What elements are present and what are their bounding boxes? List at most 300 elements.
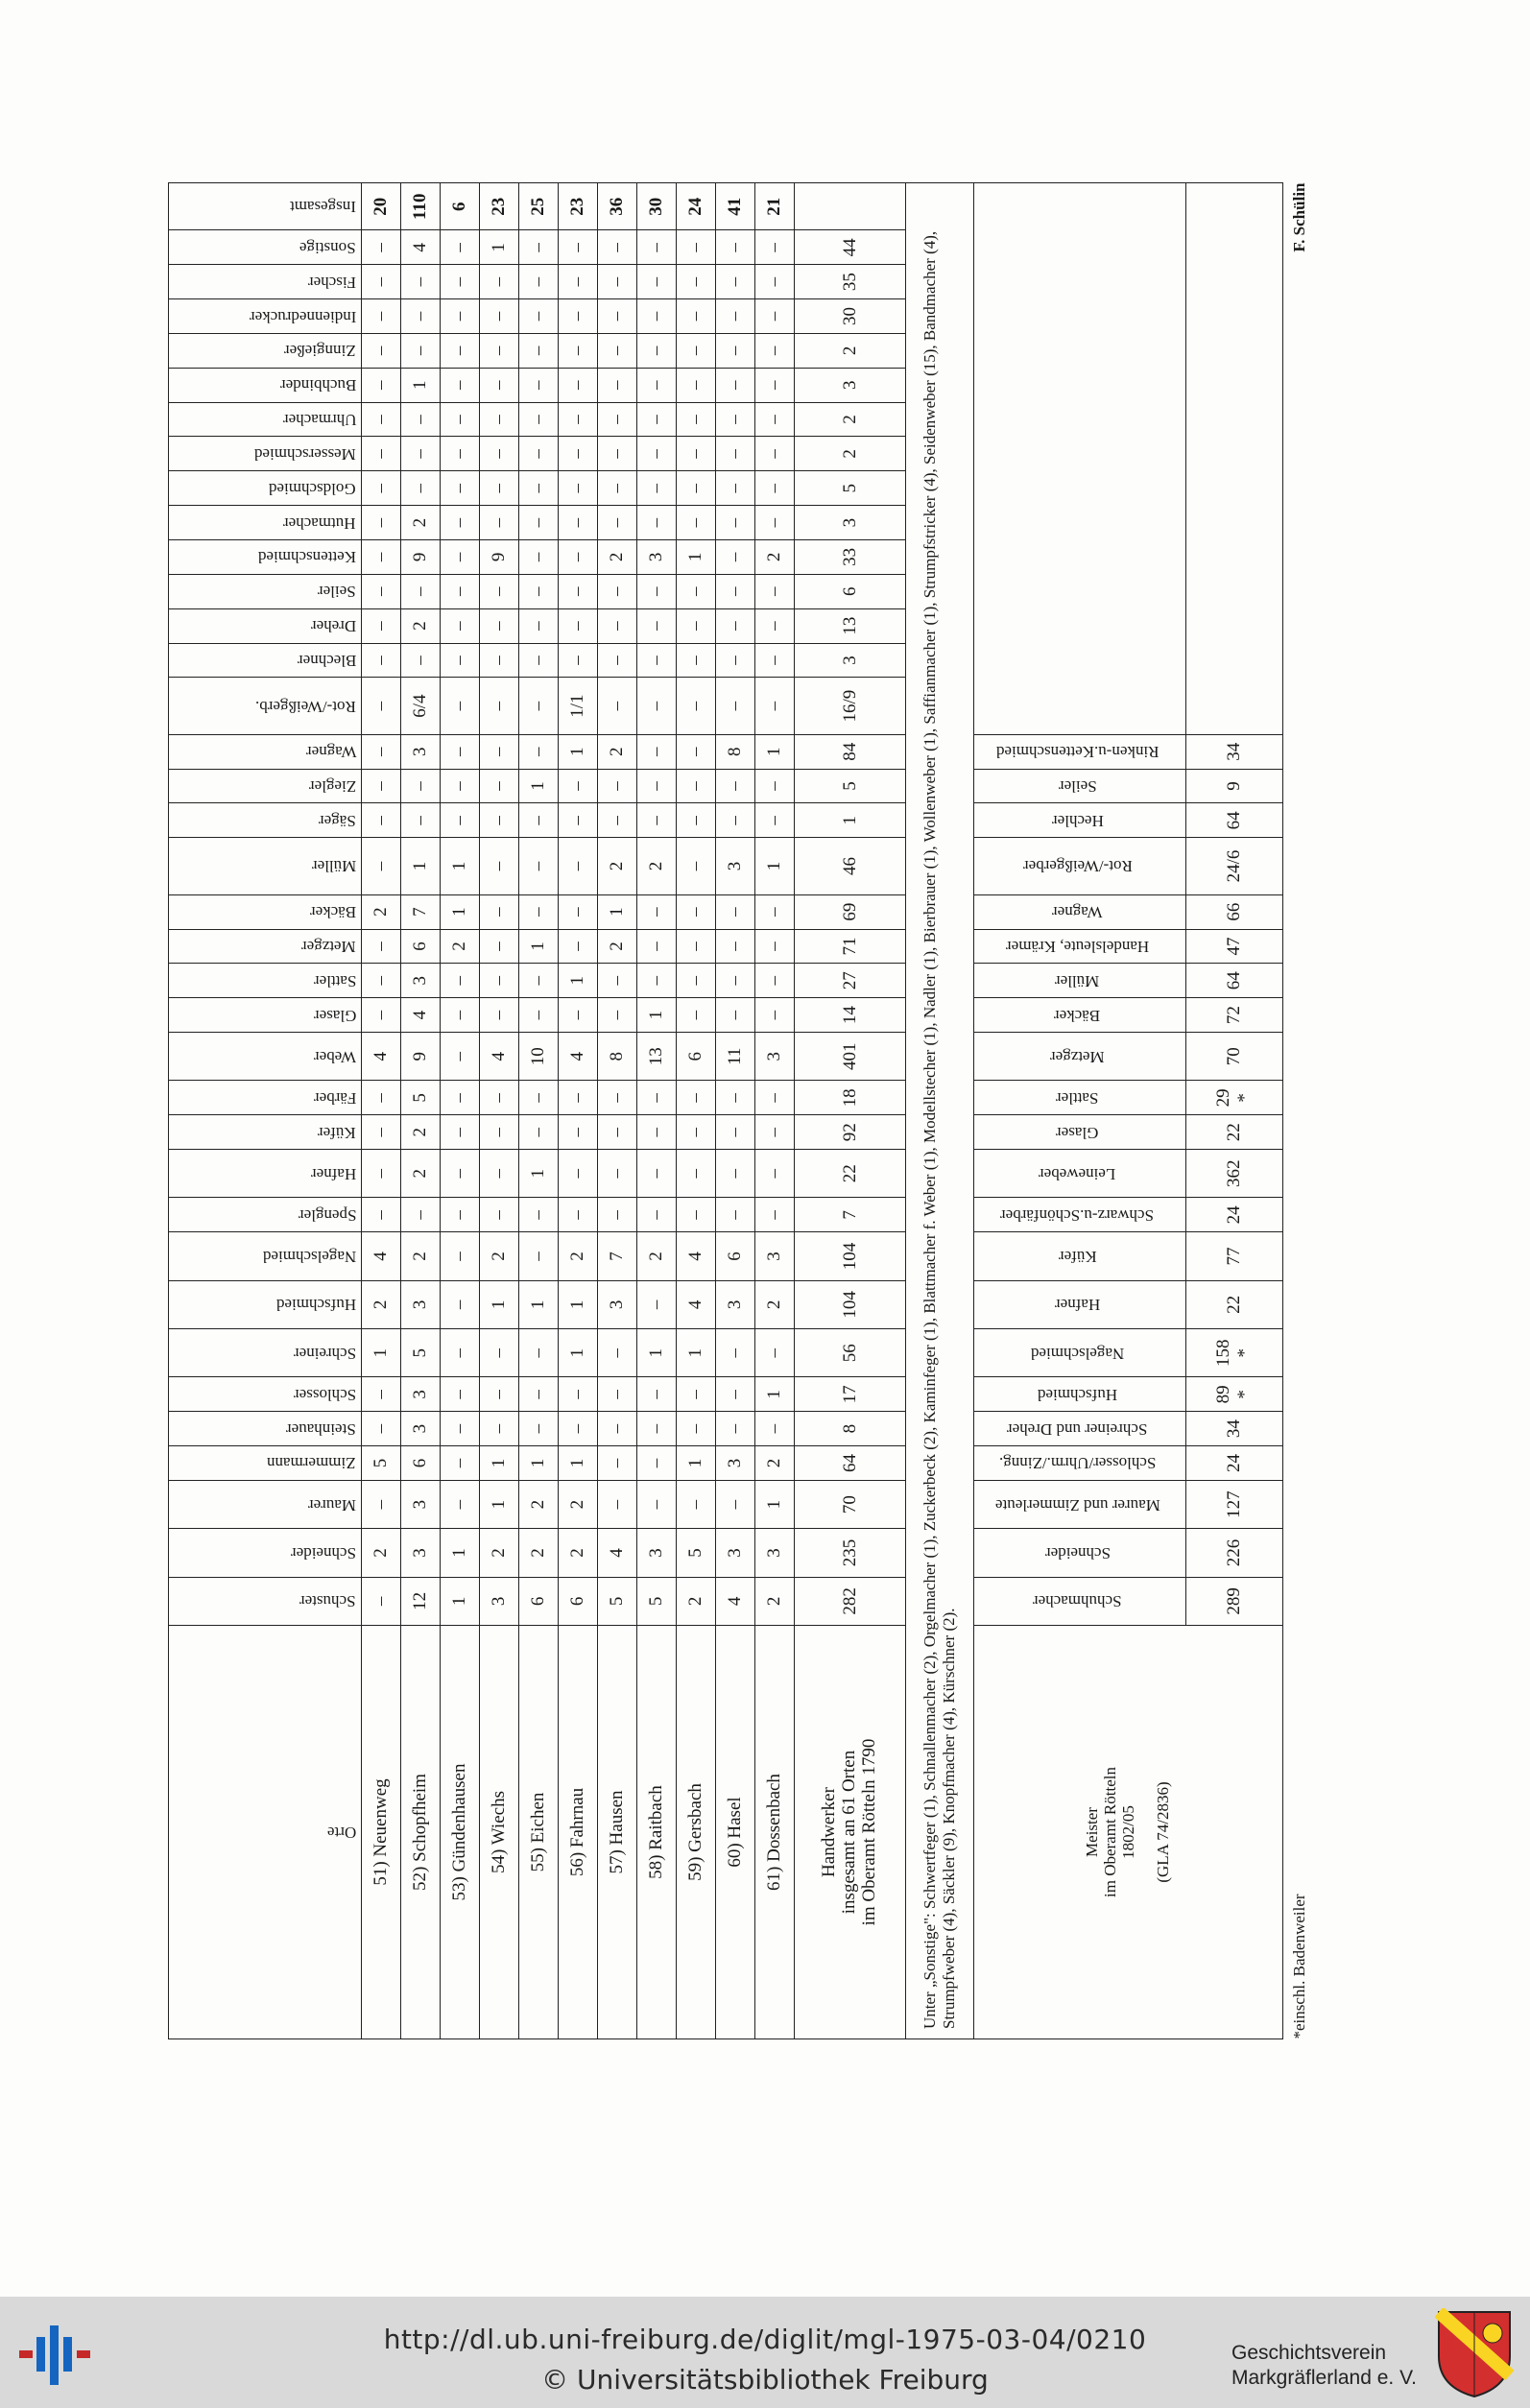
meister-header-label: Schlosser/Uhrm./Zinng. xyxy=(998,1454,1157,1473)
column-header xyxy=(169,734,362,769)
table-cell: – xyxy=(716,437,755,471)
meister-label-line: (GLA 74/2836) xyxy=(1154,1781,1173,1883)
table-cell: 8 xyxy=(716,734,755,769)
table-cell: – xyxy=(559,368,598,402)
table-cell: – xyxy=(755,574,795,608)
table-cell: – xyxy=(519,230,559,265)
table-cell: – xyxy=(637,894,677,929)
table-cell: – xyxy=(441,333,480,368)
table-cell: 1 xyxy=(441,1577,480,1625)
column-header-label: Hafner xyxy=(310,1164,356,1183)
table-cell: 4 xyxy=(362,1033,401,1081)
column-header-label: Steinhauer xyxy=(286,1419,356,1439)
table-row xyxy=(598,183,637,2039)
summary-cell: 16/9 xyxy=(795,678,906,734)
summary-cell: 44 xyxy=(795,230,906,265)
table-cell: – xyxy=(598,1446,637,1481)
table-cell: – xyxy=(716,803,755,838)
summary-label-line: Handwerker xyxy=(819,1787,840,1877)
column-header-label: Insgesamt xyxy=(290,198,356,217)
meister-value: 158 xyxy=(1213,1339,1233,1367)
table-cell: – xyxy=(598,803,637,838)
column-header xyxy=(169,333,362,368)
table-cell: – xyxy=(362,734,401,769)
column-header-label: Zimmermann xyxy=(267,1454,356,1473)
column-header xyxy=(169,838,362,894)
table-cell: – xyxy=(637,1446,677,1481)
meister-value: 226 xyxy=(1224,1538,1244,1567)
table-cell: 1 xyxy=(677,1446,716,1481)
column-header xyxy=(169,540,362,575)
table-cell: – xyxy=(559,265,598,299)
table-cell: 3 xyxy=(401,1529,441,1577)
column-header xyxy=(169,998,362,1033)
table-cell: 2 xyxy=(480,1529,519,1577)
table-cell: – xyxy=(755,230,795,265)
table-cell: – xyxy=(677,678,716,734)
table-cell: 2 xyxy=(598,838,637,894)
summary-cell: 27 xyxy=(795,964,906,998)
table-cell: – xyxy=(441,1232,480,1280)
table-row xyxy=(677,183,716,2039)
table-cell: – xyxy=(598,1480,637,1528)
summary-cell: 5 xyxy=(795,769,906,803)
table-cell: – xyxy=(677,929,716,964)
table-cell: – xyxy=(677,471,716,506)
table-cell: 3 xyxy=(401,1412,441,1446)
meister-value-cell xyxy=(1186,1329,1283,1377)
meister-label xyxy=(974,1626,1283,2039)
table-cell: – xyxy=(637,1377,677,1412)
table-cell: – xyxy=(519,540,559,575)
meister-header-label: Glaser xyxy=(1056,1123,1099,1142)
table-cell: – xyxy=(441,1081,480,1115)
table-body xyxy=(362,183,1317,2039)
table-cell: – xyxy=(598,402,637,437)
table-cell: – xyxy=(755,929,795,964)
summary-cell: 30 xyxy=(795,299,906,334)
table-cell: 21 xyxy=(755,183,795,230)
table-cell: 2 xyxy=(598,734,637,769)
table-cell: – xyxy=(362,230,401,265)
column-header-label: Zinngießer xyxy=(284,342,356,361)
table-cell: 4 xyxy=(401,230,441,265)
table-cell: 4 xyxy=(677,1232,716,1280)
table-cell: – xyxy=(716,1081,755,1115)
summary-cell: 13 xyxy=(795,608,906,643)
table-cell: 4 xyxy=(716,1577,755,1625)
table-cell: – xyxy=(598,368,637,402)
column-header-label: Schneider xyxy=(291,1543,356,1562)
meister-value-cell xyxy=(1186,1577,1283,1625)
table-cell: – xyxy=(559,838,598,894)
table-cell: 5 xyxy=(637,1577,677,1625)
table-cell: – xyxy=(401,402,441,437)
table-cell: – xyxy=(519,265,559,299)
place-name: 61) Dossenbach xyxy=(755,1626,795,2039)
table-cell: – xyxy=(637,265,677,299)
meister-header-label: Küfer xyxy=(1058,1248,1097,1266)
column-header xyxy=(169,230,362,265)
meister-header-cell xyxy=(974,1329,1186,1377)
column-header-label: Wagner xyxy=(305,743,356,762)
table-cell: – xyxy=(637,643,677,678)
table-cell: 3 xyxy=(401,1280,441,1328)
meister-header-label: Leineweber xyxy=(1039,1164,1116,1183)
summary-cell: 7 xyxy=(795,1198,906,1232)
table-cell: 24 xyxy=(677,183,716,230)
meister-value: 34 xyxy=(1224,742,1244,761)
table-cell: – xyxy=(480,998,519,1033)
table-cell: – xyxy=(559,1115,598,1150)
table-cell: – xyxy=(598,471,637,506)
table-cell: – xyxy=(716,998,755,1033)
table-cell: – xyxy=(519,1329,559,1377)
summary-cell: 5 xyxy=(795,471,906,506)
table-cell: 3 xyxy=(755,1529,795,1577)
column-header xyxy=(169,1377,362,1412)
table-cell: – xyxy=(480,1412,519,1446)
table-cell: – xyxy=(480,678,519,734)
table-cell: – xyxy=(559,1412,598,1446)
footnote-cell xyxy=(1283,183,1317,2039)
table-row xyxy=(480,183,519,2039)
table-cell: – xyxy=(716,1480,755,1528)
orte-header: Orte xyxy=(169,1626,362,2039)
column-header-label: Seiler xyxy=(318,583,356,602)
table-cell: – xyxy=(519,803,559,838)
table-cell: 1 xyxy=(480,1480,519,1528)
table-cell: – xyxy=(637,402,677,437)
table-cell: 20 xyxy=(362,183,401,230)
table-cell: – xyxy=(598,678,637,734)
column-header xyxy=(169,265,362,299)
meister-value: 22 xyxy=(1224,1295,1244,1314)
table-cell: – xyxy=(519,368,559,402)
meister-header-label: Hufschmied xyxy=(1037,1385,1118,1404)
table-cell: 1 xyxy=(519,929,559,964)
table-cell: – xyxy=(637,437,677,471)
place-name: 58) Raitbach xyxy=(637,1626,677,2039)
table-cell: – xyxy=(519,998,559,1033)
table-cell: 36 xyxy=(598,183,637,230)
table-cell: – xyxy=(755,506,795,540)
table-cell: – xyxy=(362,964,401,998)
table-cell: 1 xyxy=(480,1446,519,1481)
table-cell: – xyxy=(716,230,755,265)
table-cell: – xyxy=(637,299,677,334)
table-cell: – xyxy=(480,608,519,643)
table-cell: – xyxy=(362,1115,401,1150)
table-sheet xyxy=(168,182,1368,2039)
column-header xyxy=(169,471,362,506)
column-header-label: Schreiner xyxy=(293,1344,356,1363)
meister-header-label: Metzger xyxy=(1050,1047,1105,1066)
summary-cell: 1 xyxy=(795,803,906,838)
table-cell: – xyxy=(755,333,795,368)
summary-cell: 64 xyxy=(795,1446,906,1481)
meister-header-label: Bäcker xyxy=(1054,1006,1101,1025)
meister-value-cell xyxy=(1186,1232,1283,1280)
column-header-label: Müller xyxy=(311,857,356,876)
table-cell: – xyxy=(755,894,795,929)
table-cell: – xyxy=(362,1150,401,1198)
table-cell: 2 xyxy=(401,1232,441,1280)
table-cell: – xyxy=(677,1198,716,1232)
table-cell: – xyxy=(480,894,519,929)
table-cell: – xyxy=(559,1150,598,1198)
column-header-label: Metzger xyxy=(301,937,356,956)
column-header xyxy=(169,1480,362,1528)
table-cell: – xyxy=(519,643,559,678)
table-cell: – xyxy=(716,643,755,678)
column-header-label: Bäcker xyxy=(309,903,356,922)
table-cell: – xyxy=(637,230,677,265)
table-cell: – xyxy=(519,471,559,506)
table-cell: – xyxy=(441,1198,480,1232)
column-header-label: Goldschmied xyxy=(269,479,356,498)
table-cell: – xyxy=(598,643,637,678)
table-cell: 6 xyxy=(401,1446,441,1481)
table-cell: 6 xyxy=(401,929,441,964)
table-cell: – xyxy=(598,769,637,803)
society-crest-icon xyxy=(1435,2308,1514,2398)
table-cell: 3 xyxy=(637,540,677,575)
table-cell: – xyxy=(716,608,755,643)
table-cell: – xyxy=(362,540,401,575)
table-cell: 2 xyxy=(598,929,637,964)
table-cell: – xyxy=(362,929,401,964)
table-cell: 2 xyxy=(362,894,401,929)
table-cell: – xyxy=(362,368,401,402)
column-header xyxy=(169,929,362,964)
table-cell: – xyxy=(716,471,755,506)
table-cell: 6/4 xyxy=(401,678,441,734)
table-cell: – xyxy=(755,769,795,803)
place-name: 52) Schopfheim xyxy=(401,1626,441,2039)
table-cell: – xyxy=(480,437,519,471)
meister-header-label: Schuhmacher xyxy=(1033,1592,1122,1611)
table-cell: – xyxy=(441,437,480,471)
table-cell: 1 xyxy=(401,368,441,402)
column-header xyxy=(169,506,362,540)
meister-value-cell xyxy=(1186,838,1283,894)
table-cell: – xyxy=(637,803,677,838)
table-cell: 1 xyxy=(441,1529,480,1577)
table-cell: – xyxy=(559,1377,598,1412)
table-cell: – xyxy=(362,803,401,838)
table-cell: – xyxy=(480,506,519,540)
table-cell: – xyxy=(755,1081,795,1115)
table-cell: – xyxy=(598,265,637,299)
column-header xyxy=(169,1198,362,1232)
meister-label-line: Meister xyxy=(1083,1807,1102,1857)
table-cell: – xyxy=(519,299,559,334)
meister-header-label: Rot-/Weißgerber xyxy=(1022,857,1133,876)
meister-header-cell xyxy=(974,1529,1186,1577)
table-cell: – xyxy=(559,1081,598,1115)
column-header xyxy=(169,894,362,929)
meister-header-cell xyxy=(974,1480,1186,1528)
meister-label-line: 1802/05 xyxy=(1118,1805,1137,1859)
column-header-label: Rot-/Weißgerb. xyxy=(255,697,356,716)
table-cell: – xyxy=(519,1232,559,1280)
table-cell: – xyxy=(401,643,441,678)
table-cell: – xyxy=(559,506,598,540)
table-cell: – xyxy=(441,998,480,1033)
table-cell: – xyxy=(362,998,401,1033)
meister-value-cell xyxy=(1186,1446,1283,1481)
table-cell: – xyxy=(480,1115,519,1150)
table-cell: 2 xyxy=(480,1232,519,1280)
meister-value: 47 xyxy=(1224,937,1244,956)
summary-cell: 17 xyxy=(795,1377,906,1412)
meister-header-cell xyxy=(974,1081,1186,1115)
table-cell: 5 xyxy=(677,1529,716,1577)
table-cell: – xyxy=(637,1480,677,1528)
table-cell: – xyxy=(480,1150,519,1198)
table-cell: 1 xyxy=(519,769,559,803)
column-header-label: Indiennedrucker xyxy=(249,307,356,326)
table-cell: – xyxy=(637,1150,677,1198)
table-cell: – xyxy=(559,471,598,506)
table-cell: – xyxy=(441,678,480,734)
table-cell: 2 xyxy=(519,1480,559,1528)
table-cell: 1 xyxy=(755,1480,795,1528)
column-header xyxy=(169,368,362,402)
table-cell: – xyxy=(598,506,637,540)
table-cell: 1 xyxy=(637,998,677,1033)
table-cell: 23 xyxy=(559,183,598,230)
table-cell: – xyxy=(716,333,755,368)
meister-value: 289 xyxy=(1224,1587,1244,1615)
table-cell: – xyxy=(401,803,441,838)
table-cell: – xyxy=(716,1150,755,1198)
society-name-line2: Markgräflerland e. V. xyxy=(1231,2367,1417,2390)
place-name: 60) Hasel xyxy=(716,1626,755,2039)
table-cell: – xyxy=(637,574,677,608)
table-cell: – xyxy=(441,803,480,838)
table-cell: 6 xyxy=(519,1577,559,1625)
table-cell: – xyxy=(677,1412,716,1446)
table-cell: – xyxy=(637,964,677,998)
table-cell: 3 xyxy=(401,1480,441,1528)
table-cell: 5 xyxy=(401,1081,441,1115)
table-cell: – xyxy=(716,1329,755,1377)
meister-value-cell xyxy=(1186,1480,1283,1528)
table-cell: – xyxy=(598,998,637,1033)
table-cell: – xyxy=(598,299,637,334)
table-cell: 2 xyxy=(598,540,637,575)
source-url[interactable]: http://dl.ub.uni-freiburg.de/diglit/mgl-1975-03-04/0210 xyxy=(383,2324,1147,2355)
table-cell: – xyxy=(441,230,480,265)
meister-value: 127 xyxy=(1224,1490,1244,1518)
table-cell: 2 xyxy=(401,506,441,540)
table-cell: 2 xyxy=(401,1150,441,1198)
meister-header-cell xyxy=(974,929,1186,964)
table-cell: – xyxy=(401,333,441,368)
table-cell: 5 xyxy=(401,1329,441,1377)
meister-header-label: Maurer und Zimmerleute xyxy=(994,1495,1160,1514)
table-cell: – xyxy=(755,1115,795,1150)
table-cell: – xyxy=(441,1480,480,1528)
table-cell: 3 xyxy=(755,1232,795,1280)
table-row xyxy=(755,183,795,2039)
table-cell: – xyxy=(480,1198,519,1232)
table-cell: – xyxy=(559,333,598,368)
table-cell: – xyxy=(362,1412,401,1446)
footnote: *einschl. Badenweiler xyxy=(1290,1894,1308,2039)
meister-value-cell xyxy=(1186,1529,1283,1577)
column-header-label: Schuster xyxy=(299,1592,356,1611)
rotated-table-region xyxy=(168,182,1368,2039)
summary-cell: 69 xyxy=(795,894,906,929)
table-cell: – xyxy=(441,1115,480,1150)
table-cell: – xyxy=(677,402,716,437)
table-cell: – xyxy=(362,838,401,894)
table-cell: – xyxy=(677,265,716,299)
meister-header-label: Schneider xyxy=(1044,1543,1111,1562)
meister-value: 29 xyxy=(1213,1088,1233,1108)
column-header-label: Messerschmied xyxy=(254,444,356,464)
meister-footnote-marker: * xyxy=(1234,1347,1255,1358)
table-cell: 1 xyxy=(480,1280,519,1328)
table-cell: – xyxy=(559,402,598,437)
table-cell: 25 xyxy=(519,183,559,230)
column-header-label: Hufschmied xyxy=(275,1296,356,1315)
column-header xyxy=(169,1150,362,1198)
meister-value-cell xyxy=(1186,1280,1283,1328)
footer-bar xyxy=(0,2297,1530,2408)
table-cell: – xyxy=(677,1081,716,1115)
table-cell: 1 xyxy=(519,1280,559,1328)
column-header xyxy=(169,678,362,734)
column-header-label: Dreher xyxy=(310,617,356,636)
table-cell: 5 xyxy=(598,1577,637,1625)
table-cell: – xyxy=(441,1329,480,1377)
table-cell: 2 xyxy=(637,1232,677,1280)
table-cell: – xyxy=(755,402,795,437)
table-cell: – xyxy=(637,608,677,643)
table-cell: 6 xyxy=(559,1577,598,1625)
table-cell: 3 xyxy=(755,1033,795,1081)
column-header-label: Spengler xyxy=(298,1205,356,1225)
table-cell: – xyxy=(559,1198,598,1232)
summary-cell: 18 xyxy=(795,1081,906,1115)
table-cell: – xyxy=(598,437,637,471)
table-cell: – xyxy=(559,608,598,643)
meister-header-label: Müller xyxy=(1055,971,1100,990)
table-cell: – xyxy=(598,333,637,368)
table-cell: 4 xyxy=(362,1232,401,1280)
meister-header-label: Schreiner und Dreher xyxy=(1007,1419,1148,1439)
table-cell: – xyxy=(441,1280,480,1328)
table-cell: – xyxy=(362,471,401,506)
meister-value: 22 xyxy=(1224,1123,1244,1142)
place-name: 53) Gündenhausen xyxy=(441,1626,480,2039)
table-cell: – xyxy=(598,608,637,643)
table-cell: – xyxy=(637,471,677,506)
summary-cell: 3 xyxy=(795,643,906,678)
table-cell: – xyxy=(677,506,716,540)
table-cell: – xyxy=(716,1115,755,1150)
table-cell: – xyxy=(441,540,480,575)
table-cell: – xyxy=(480,803,519,838)
table-cell: – xyxy=(716,265,755,299)
table-cell: 13 xyxy=(637,1033,677,1081)
column-header-label: Sattler xyxy=(313,971,356,990)
meister-header-label: Schwarz-u.Schönfärber xyxy=(1000,1205,1155,1225)
